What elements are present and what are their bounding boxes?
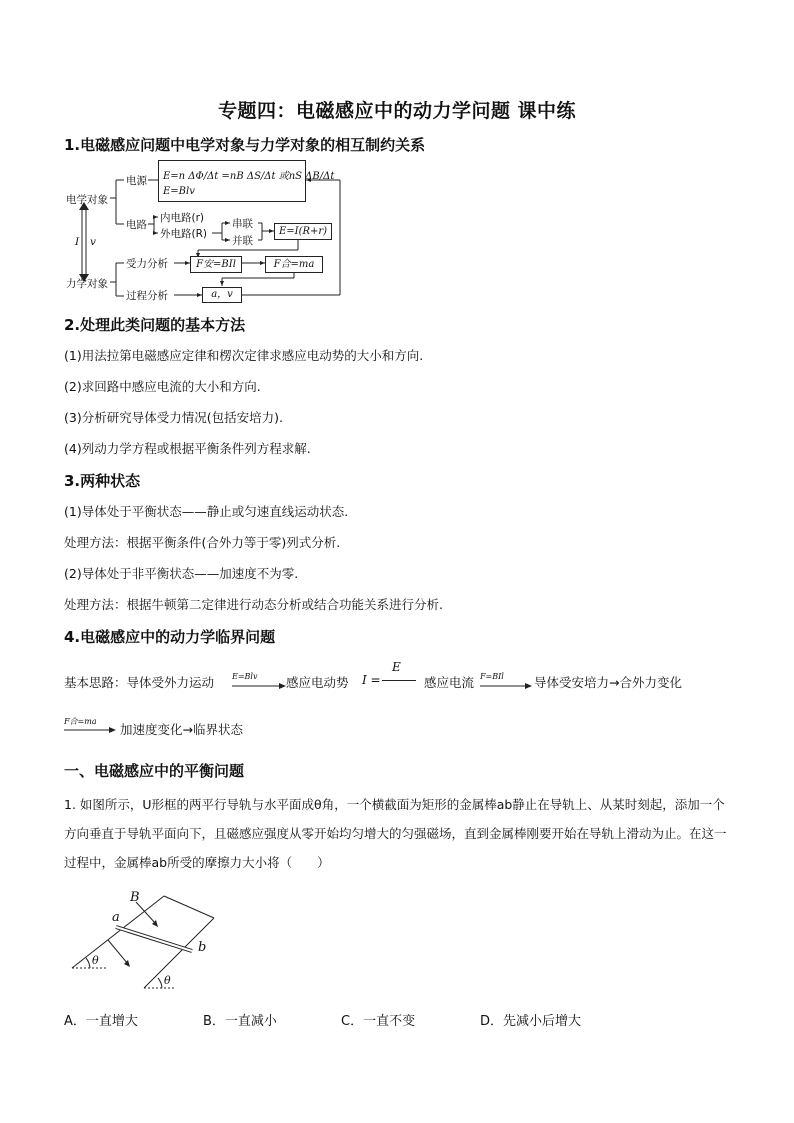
line1-end: 导体受安培力→合外力变化 [534, 675, 682, 690]
emf-formula: E=n ΔΦ/Δt =nB ΔS/Δt 或nS ΔB/Δt [163, 171, 335, 182]
line1-current: 感应电流 [424, 675, 475, 690]
arrow-newton [64, 726, 116, 734]
method-step-3: (3)分析研究导体受力情况(包括安培力). [64, 410, 283, 425]
section2-heading: 2.处理此类问题的基本方法 [64, 316, 246, 334]
force-analysis-label: 受力分析 [126, 258, 168, 270]
fraction-numerator: E [392, 660, 401, 674]
figure-theta-1: θ [92, 954, 99, 967]
method-step-2: (2)求回路中感应电流的大小和方向. [64, 379, 261, 394]
page-title: 专题四：电磁感应中的动力学问题 课中练 [217, 100, 577, 122]
critical-thinking-line [64, 660, 744, 700]
arrow-force [480, 682, 532, 690]
arrow-label-emf: E=Blv [232, 672, 258, 681]
choice-b[interactable]: B．一直减小 [203, 1014, 277, 1029]
state-1-method: 处理方法：根据平衡条件(合外力等于零)列式分析. [64, 535, 341, 550]
state-2-method: 处理方法：根据牛顿第二定律进行动态分析或结合功能关系进行分析. [64, 597, 443, 612]
section4-heading: 4.电磁感应中的动力学临界问题 [64, 628, 276, 646]
emf-formula-box [158, 160, 335, 202]
arrow-label-force: F=BIl [480, 672, 504, 681]
current-symbol: I [75, 236, 80, 248]
part1-heading: 一、电磁感应中的平衡问题 [64, 762, 245, 780]
internal-circuit-label: 内电路(r) [160, 212, 205, 224]
method-step-4: (4)列动力学方程或根据平衡条件列方程求解. [64, 441, 311, 456]
critical-thinking-line-2 [64, 712, 364, 742]
electrical-object-label: 电学对象 [66, 194, 108, 206]
emf-motional-formula: E=Blv [163, 186, 195, 197]
figure-theta-2: θ [164, 974, 171, 987]
fraction-bar [382, 680, 416, 681]
rail-diagram [64, 890, 234, 1000]
line2-text: 加速度变化→临界状态 [120, 722, 243, 737]
choice-c[interactable]: C．一直不变 [341, 1014, 416, 1029]
choice-a[interactable]: A．一直增大 [64, 1014, 138, 1029]
relationship-diagram [62, 158, 352, 300]
arrow-emf [232, 682, 286, 690]
external-circuit-label: 外电路(R) [160, 228, 207, 240]
ohm-law-box: E=I(R+r) [274, 223, 332, 240]
arrow-label-newton: F合=ma [64, 717, 97, 726]
figure-label-B: B [130, 890, 140, 905]
kinematics-box: a，v [202, 287, 242, 303]
circuit-label: 电路 [126, 219, 147, 231]
current-fraction [362, 660, 418, 700]
section1-heading: 1.电磁感应问题中电学对象与力学对象的相互制约关系 [64, 136, 426, 154]
parallel-label: 并联 [232, 235, 253, 247]
velocity-symbol: v [90, 236, 96, 248]
state-1: (1)导体处于平衡状态——静止或匀速直线运动状态. [64, 504, 349, 519]
mechanical-object-label: 力学对象 [66, 278, 108, 290]
method-step-1: (1)用法拉第电磁感应定律和楞次定律求感应电动势的大小和方向. [64, 348, 424, 363]
power-source-label: 电源 [126, 175, 147, 187]
state-2: (2)导体处于非平衡状态——加速度不为零. [64, 566, 299, 581]
incline-rail-figure [64, 890, 234, 1000]
fraction-lhs: I = [362, 673, 381, 687]
process-analysis-label: 过程分析 [126, 290, 168, 302]
question-1: 1. 如图所示，U形框的两平行导轨与水平面成θ角，一个横截面为矩形的金属棒ab静止在导轨上、从某时刻起，添加一个方向垂直于导轨平面向下，且磁感应强度从零开始均匀增大的匀强磁场，直到金属棒刚要开始在导轨上滑动为止。在这一过程中，金属棒ab所受的摩擦力大小将（ ） [64, 797, 727, 870]
ampere-force-box: F安=BIl [190, 256, 242, 273]
figure-label-b: b [198, 940, 207, 955]
series-label: 串联 [232, 218, 253, 230]
net-force-box: F合=ma [265, 256, 323, 273]
line1-emf: 感应电动势 [286, 675, 349, 690]
section3-heading: 3.两种状态 [64, 472, 141, 490]
line1-start: 基本思路：导体受外力运动 [64, 675, 215, 690]
choice-d[interactable]: D．先减小后增大 [480, 1014, 582, 1029]
figure-label-a: a [112, 910, 120, 925]
